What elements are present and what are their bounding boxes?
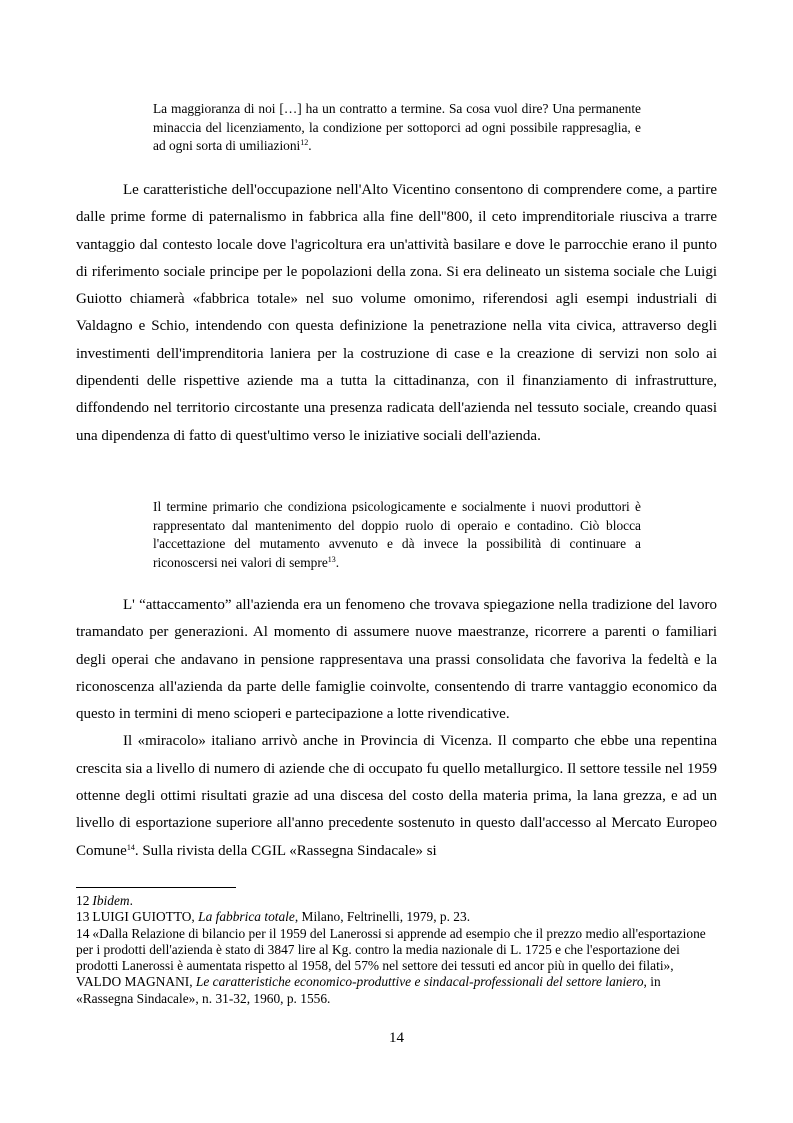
- footnote-number: 14: [76, 925, 90, 941]
- body-text-section: [76, 592, 717, 865]
- footnote-ref-13[interactable]: 13: [327, 554, 336, 564]
- footnote-text: «Dalla Relazione di bilancio per il 1959 del Lanerossi si apprende ad esempio che il prezzo medio all'esportazione per i prodotti dell'azienda è stato di 3847 lire al Kg. contro la media nazionale di L. 1725 e che l'esportazione dei prodotti Lanerossi è aumentata rispetto al 1958, del 57% nel settore dei tessuti ed ancor più in quello dei filati», VALDO MAGNANI,: [76, 925, 706, 990]
- footnote-ref-14[interactable]: 14: [126, 842, 135, 852]
- body-paragraph: Le caratteristiche dell'occupazione nell'Alto Vicentino consentono di comprendere come, a partire dalle prime forme di paternalismo in fabbrica alla fine dell''800, il ceto imprenditoriale riusciva a trarre vantaggio dal contesto locale dove l'agricoltura era un'attività basilare e dove le parrocchie erano il punto di riferimento sociale principe per le popolazioni della zona. Si era delineato un sistema sociale che Luigi Guiotto chiamerà «fabbrica totale» nel suo volume omonimo, riferendosi agli esempi industriali di Valdagno e Schio, intendendo con questa definizione la penetrazione nella vita civica, attraverso degli investimenti dell'imprenditoria laniera per la costruzione di case e la creazione di servizi non solo ai dipendenti delle rispettive aziende ma a tutta la cittadinanza, con il finanziamento di infrastrutture, diffondendo nel territorio circostante una presenza radicata dell'azienda nel tessuto sociale, creando quasi una dipendenza di fatto di quest'ultimo verso le iniziative sociali dell'azienda.: [76, 182, 717, 444]
- paragraph-miracolo: Il «miracolo» italiano arrivò anche in Provincia di Vicenza. Il comparto che ebbe una repentina crescita sia a livello di numero di aziende che di occupato fu quello metallurgico. Il settore tessile nel 1959 ottenne degli ottimi risultati grazie ad una discesa del costo della materia prima, la lana grezza, e ad un livello di esportazione superiore all'anno precedente sostenuto in questo dall'accesso al Mercato Europeo Comune$^{14}$. Sulla rivista della CGIL «Rassegna Sindacale» si: [76, 733, 717, 859]
- block-quote-doppio-ruolo: [153, 498, 641, 572]
- footnote-12: 12 Ibidem.: [76, 893, 133, 908]
- quote-paragraph: La maggioranza di noi […] ha un contratto a termine. Sa cosa vuol dire? Una permanente minaccia del licenziamento, la condizione per sottoporci ad ogni possibile rappresaglia, e ad ogni sorta di umiliazioni$^{12}$.: [153, 101, 641, 153]
- page-number: 14: [389, 1030, 404, 1046]
- footnote-title: Le caratteristiche economico-produttive e sindacal-professionali del settore laniero: [195, 974, 644, 990]
- footnote-title: La fabbrica totale: [198, 909, 295, 925]
- quote-text: La maggioranza di noi […] ha un contratto a termine. Sa cosa vuol dire? Una permanente minaccia del licenziamento, la condizione per sottoporci ad ogni possibile rappresaglia, e ad ogni sorta di umiliazioni: [153, 101, 641, 153]
- block-quote-workers: [153, 100, 641, 156]
- footnote-13: 13 LUIGI GUIOTTO, La fabbrica totale, Milano, Feltrinelli, 1979, p. 23.: [76, 909, 471, 925]
- footnotes: [76, 893, 717, 1007]
- paragraph-attaccamento: L' “attaccamento” all'azienda era un fenomeno che trovava spiegazione nella tradizione del lavoro tramandato per generazioni. Al momento di assumere nuove maestranze, ricorrere a parenti o familiari degli operai che andavano in pensione rappresentava una prassi consolidata che favoriva la fedeltà e la riconoscenza all'azienda da parte delle famiglie coinvolte, consentendo di trarre vantaggio economico da questo in termini di meno scioperi e partecipazione a lotte rivendicative.: [76, 597, 717, 723]
- footnote-author: LUIGI GUIOTTO,: [92, 909, 199, 925]
- footnote-14: 14 «Dalla Relazione di bilancio per il 1959 del Lanerossi si apprende ad esempio che il prezzo medio all'esportazione per i prodotti dell'azienda è stato di 3847 lire al Kg. contro la media nazionale di L. 1725 e che l'esportazione dei prodotti Lanerossi è aumentata rispetto al 1958, del 57% nel settore dei tessuti ed ancor più in quello dei filati», VALDO MAGNANI, Le caratteristiche economico-produttive e sindacal-professionali del settore laniero, in «Rassegna Sindacale», n. 31-32, 1960, p. 1556.: [76, 925, 706, 1006]
- paragraph-fabbrica-totale: [76, 177, 717, 450]
- footnote-number: 12: [76, 893, 90, 908]
- footnote-title: Ibidem: [92, 893, 130, 908]
- footnote-number: 13: [76, 909, 90, 925]
- footnote-separator: [76, 887, 236, 888]
- paragraph-text: Il «miracolo» italiano arrivò anche in Provincia di Vicenza. Il comparto che ebbe una repentina crescita sia a livello di numero di aziende che di occupato fu quello metallurgico. Il settore tessile nel 1959 ottenne degli ottimi risultati grazie ad una discesa del costo della materia prima, la lana grezza, e ad un livello di esportazione superiore all'anno precedente sostenuto in questo dall'accesso al Mercato Europeo Comune: [76, 733, 717, 859]
- quote-paragraph: Il termine primario che condiziona psicologicamente e socialmente i nuovi produttori è rappresentato dal mantenimento del doppio ruolo di operaio e contadino. Ciò blocca l'accettazione del mutamento avvenuto e dà invece la possibilità di continuare a riconoscersi nei valori di sempre$^{13}$.: [153, 499, 641, 570]
- quote-text: Il termine primario che condiziona psicologicamente e socialmente i nuovi produttori è rappresentato dal mantenimento del doppio ruolo di operaio e contadino. Ciò blocca l'accettazione del mutamento avvenuto e dà invece la possibilità di continuare a riconoscersi nei valori di sempre: [153, 499, 641, 570]
- footnote-ref-12[interactable]: 12: [300, 138, 309, 147]
